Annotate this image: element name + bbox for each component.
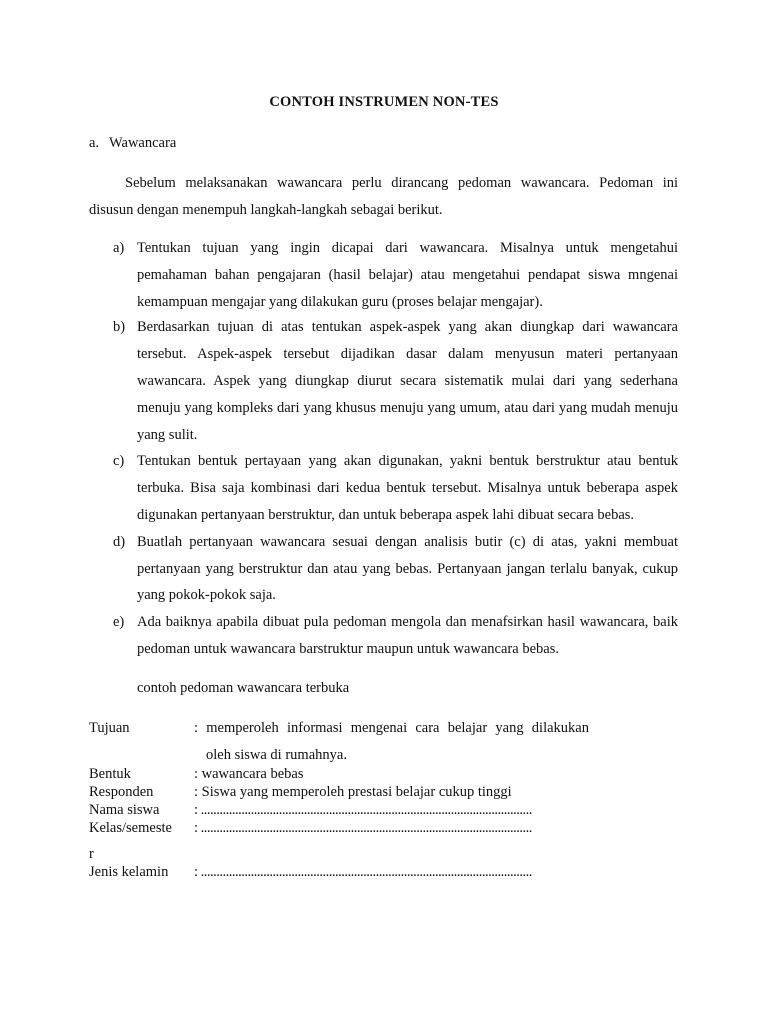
- list-marker: e): [113, 614, 125, 631]
- form-row-bentuk: [89, 766, 304, 783]
- nama-label: Nama siswa: [89, 802, 160, 818]
- list-item-text: Buatlah pertanyaan wawancara sesuai dengan analisis butir (c) di atas, yakni membuat pertanyaan yang berstruktur dan atau yang bebas. Pertanyaan jangan terlalu banyak, cukup yang pokok-pokok saja.: [137, 533, 678, 604]
- section-title: Wawancara: [109, 135, 177, 151]
- list-item: [89, 609, 678, 663]
- intro-text: Sebelum melaksanakan wawancara perlu dirancang pedoman wawancara. Pedoman ini disusun dengan menempuh langkah-langkah sebagai berikut.: [89, 175, 678, 218]
- section-heading: [89, 135, 176, 152]
- form-row-tujuan: [89, 720, 194, 737]
- example-label: contoh pedoman wawancara terbuka: [137, 680, 350, 696]
- bentuk-value: : wawancara bebas: [194, 766, 304, 782]
- list-marker: a): [113, 240, 125, 256]
- kelas-label: Kelas/semeste: [89, 820, 172, 836]
- form-row-kelas: [89, 820, 532, 837]
- intro-paragraph: [89, 170, 678, 224]
- list-marker: b): [113, 319, 126, 336]
- kelas-value: : ..........................................................................................................: [194, 820, 532, 836]
- jenis-value: : ..........................................................................................................: [194, 864, 532, 880]
- list-marker: c): [113, 453, 125, 470]
- list-item-text: Berdasarkan tujuan di atas tentukan aspek-aspek yang akan diungkap dari wawancara tersebut. Aspek-aspek tersebut dijadikan dasar dalam menyusun materi pertanyaan wawancara. Aspek yang diungkap diurut secara sistematik mulai dari yang sederhana menuju yang kompleks dari yang khusus menuju yang umum, atau dari yang mudah menuju yang sulit.: [137, 319, 678, 443]
- list-marker: d): [113, 533, 126, 550]
- responden-label: Responden: [89, 784, 154, 800]
- list-item: [89, 529, 678, 609]
- tujuan-value-continued: oleh siswa di rumahnya.: [206, 747, 347, 763]
- kelas-label-wrap: r: [89, 846, 94, 862]
- form-row-kelas-wrap: [89, 846, 94, 863]
- list-item: [89, 448, 678, 528]
- document-title: CONTOH INSTRUMEN NON-TES: [269, 94, 499, 110]
- nama-value: : ..........................................................................................................: [194, 802, 532, 818]
- list-item-text: Tentukan tujuan yang ingin dicapai dari wawancara. Misalnya untuk mengetahui pemahaman bahan pengajaran (hasil belajar) atau mengetahui pendapat siswa mngenai kemampuan mengajar yang dilakukan guru (proses belajar mengajar).: [137, 240, 678, 310]
- list-item-text: Tentukan bentuk pertayaan yang akan digunakan, yakni bentuk berstruktur atau bentuk terbuka. Bisa saja kombinasi dari kedua bentuk tersebut. Misalnya untuk beberapa aspek digunakan pertanyaan berstruktur, dan untuk beberapa aspek lahi dibuat secara bebas.: [137, 453, 678, 523]
- list-item-text: Ada baiknya apabila dibuat pula pedoman mengola dan menafsirkan hasil wawancara, baik pedoman untuk wawancara barstruktur maupun untuk wawancara bebas.: [137, 614, 678, 657]
- steps-list: [89, 235, 678, 663]
- section-letter: a.: [89, 135, 100, 151]
- form-row-responden: [89, 784, 512, 801]
- bentuk-label: Bentuk: [89, 766, 131, 782]
- form-row-nama: [89, 802, 532, 819]
- responden-value: : Siswa yang memperoleh prestasi belajar cukup tinggi: [194, 784, 512, 800]
- jenis-label: Jenis kelamin: [89, 864, 169, 880]
- form-row-jenis: [89, 864, 532, 881]
- tujuan-value: : memperoleh informasi mengenai cara belajar yang dilakukan: [194, 720, 589, 736]
- list-item: [89, 314, 678, 448]
- tujuan-label: Tujuan: [89, 720, 130, 736]
- list-item: [89, 235, 678, 315]
